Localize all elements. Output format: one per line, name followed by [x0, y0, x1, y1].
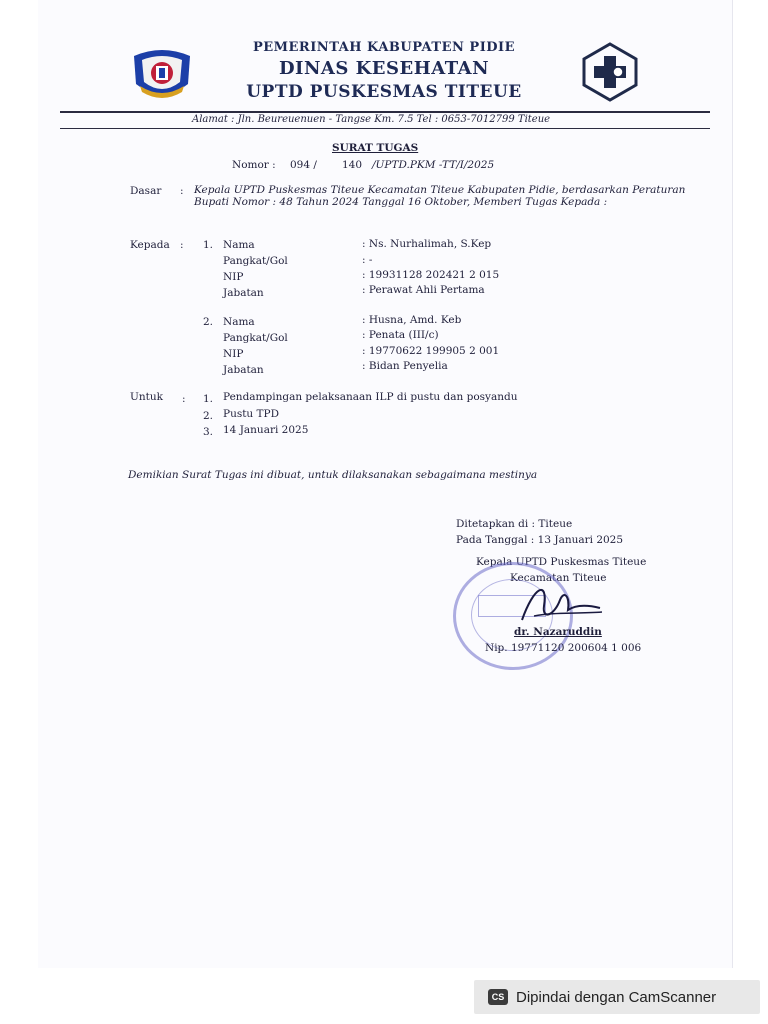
signature-title-1: Kepala UPTD Puskesmas Titeue [476, 556, 647, 568]
header-divider-bottom [60, 128, 710, 129]
person-1-name-label: Nama [223, 239, 255, 251]
camscanner-watermark [474, 980, 760, 1014]
person-1-rank-value: : - [362, 254, 373, 266]
person-1-rank-label: Pangkat/Gol [223, 255, 288, 267]
camscanner-icon: CS [488, 989, 508, 1005]
person-2-nip-label: NIP [223, 348, 244, 360]
signatory-nip: Nip. 19771120 200604 1 006 [485, 642, 642, 654]
document-title: SURAT TUGAS [332, 142, 419, 154]
person-1-position-value: : Perawat Ahli Pertama [362, 284, 485, 296]
signature-place: Ditetapkan di : Titeue [456, 518, 573, 530]
signature-title-2: Kecamatan Titeue [510, 572, 607, 584]
person-1-nip-label: NIP [223, 271, 244, 283]
person-1-number: 1. [203, 239, 214, 251]
signatory-name: dr. Nazaruddin [514, 626, 602, 638]
dasar-text-2: Bupati Nomor : 48 Tahun 2024 Tanggal 16 Oktober, Memberi Tugas Kepada : [194, 196, 608, 208]
kepada-colon: : [180, 239, 184, 251]
untuk-item-2-text: Pustu TPD [223, 408, 280, 420]
signature-date: Pada Tanggal : 13 Januari 2025 [456, 534, 624, 546]
person-2-position-label: Jabatan [223, 364, 264, 376]
dasar-label: Dasar [130, 185, 162, 197]
header-address: Alamat : Jln. Beureuenuen - Tangse Km. 7.5 Tel : 0653-7012799 Titeue [192, 114, 551, 125]
untuk-item-2-number: 2. [203, 410, 214, 422]
header-divider-top [60, 111, 710, 113]
untuk-label: Untuk [130, 391, 163, 403]
person-2-name-value: : Husna, Amd. Keb [362, 314, 462, 326]
camscanner-text: Dipindai dengan CamScanner [516, 988, 717, 1006]
person-2-number: 2. [203, 316, 214, 328]
untuk-colon: : [182, 393, 186, 405]
nomor-part-3: /UPTD.PKM -TT/I/2025 [372, 159, 495, 171]
untuk-item-3-number: 3. [203, 426, 214, 438]
nomor-label: Nomor : [232, 159, 276, 171]
untuk-item-1-number: 1. [203, 393, 214, 405]
handwritten-signature [514, 576, 606, 632]
untuk-item-1-text: Pendampingan pelaksanaan ILP di pustu dan posyandu [223, 391, 518, 403]
dasar-colon: : [180, 185, 184, 197]
person-1-position-label: Jabatan [223, 287, 264, 299]
person-1-name-value: : Ns. Nurhalimah, S.Kep [362, 238, 492, 250]
header-agency: DINAS KESEHATAN [278, 58, 490, 79]
person-2-nip-value: : 19770622 199905 2 001 [362, 345, 500, 357]
person-1-nip-value: : 19931128 202421 2 015 [362, 269, 500, 281]
person-2-rank-label: Pangkat/Gol [223, 332, 288, 344]
header-unit: UPTD PUSKESMAS TITEUE [246, 82, 522, 102]
untuk-item-3-text: 14 Januari 2025 [223, 424, 309, 436]
nomor-part-1: 094 / [290, 159, 317, 171]
kepada-label: Kepada [130, 239, 170, 251]
closing-statement: Demikian Surat Tugas ini dibuat, untuk dilaksanakan sebagaimana mestinya [128, 469, 538, 481]
person-2-rank-value: : Penata (III/c) [362, 329, 439, 341]
header-government: PEMERINTAH KABUPATEN PIDIE [252, 40, 516, 55]
nomor-part-2: 140 [342, 159, 363, 171]
person-2-name-label: Nama [223, 316, 255, 328]
dasar-text-1: Kepala UPTD Puskesmas Titeue Kecamatan Titeue Kabupaten Pidie, berdasarkan Peraturan [194, 184, 686, 196]
person-2-position-value: : Bidan Penyelia [362, 360, 448, 372]
